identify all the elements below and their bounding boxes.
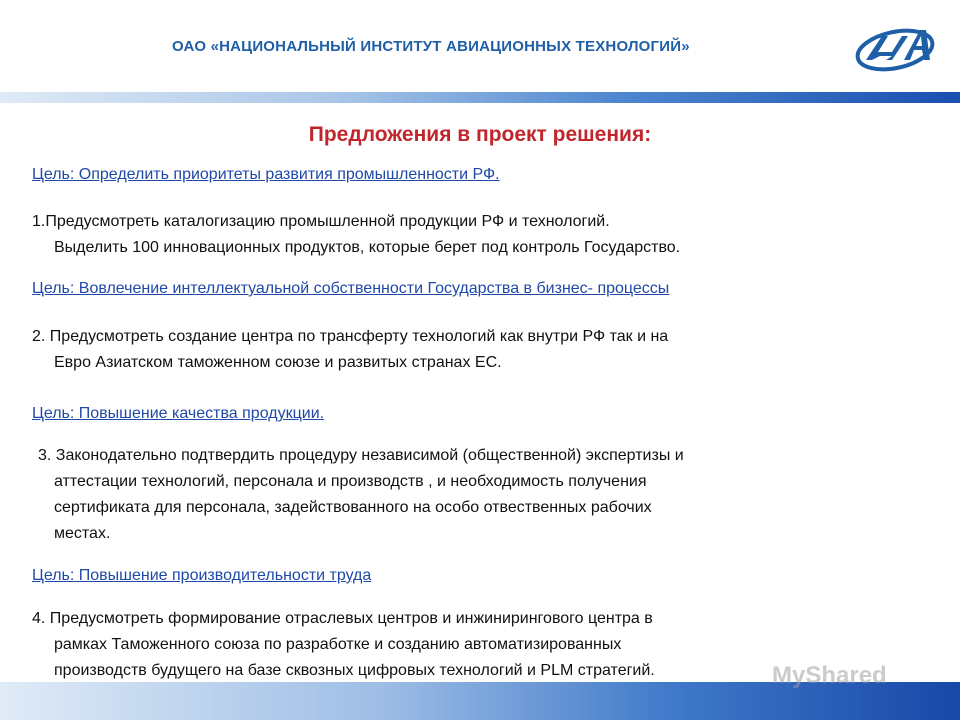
- paragraph-3-line-3: сертификата для персонала, задействованного на особо отвественных рабочих: [54, 499, 652, 516]
- paragraph-2: [32, 324, 668, 376]
- paragraph-3-line-1: 3. Законодательно подтвердить процедуру независимой (общественной) экспертизы и: [38, 447, 684, 464]
- paragraph-4: [32, 606, 655, 684]
- goal-3: Цель: Повышение качества продукции.: [32, 405, 325, 422]
- goal-4: Цель: Повышение производительности труда: [32, 567, 372, 584]
- paragraph-3-line-4: местах.: [54, 525, 111, 542]
- nia-logo-icon: [852, 20, 938, 78]
- paragraph-3-line-2: аттестации технологий, персонала и производств , и необходимость получения: [54, 473, 647, 490]
- paragraph-2-line-2: Евро Азиатском таможенном союзе и развитых странах ЕС.: [54, 354, 502, 371]
- paragraph-4-line-1: 4. Предусмотреть формирование отраслевых центров и инжинирингового центра в: [32, 610, 653, 627]
- paragraph-1: [32, 209, 680, 261]
- slide-heading: Предложения в проект решения:: [308, 123, 652, 146]
- header-band: [0, 92, 960, 103]
- paragraph-2-line-1: 2. Предусмотреть создание центра по трансферту технологий как внутри РФ так и на: [32, 328, 669, 345]
- paragraph-4-line-3: производств будущего на базе сквозных цифровых технологий и PLM стратегий.: [54, 662, 655, 679]
- goal-1: Цель: Определить приоритеты развития промышленности РФ.: [32, 166, 500, 183]
- paragraph-4-line-2: рамках Таможенного союза по разработке и созданию автоматизированных: [54, 636, 622, 653]
- paragraph-1-line-2: Выделить 100 инновационных продуктов, которые берет под контроль Государство.: [54, 239, 681, 256]
- goal-2: Цель: Вовлечение интеллектуальной собственности Государства в бизнес- процессы: [32, 280, 670, 297]
- paragraph-3: [38, 443, 684, 547]
- organization-title: ОАО «НАЦИОНАЛЬНЫЙ ИНСТИТУТ АВИАЦИОННЫХ ТЕХНОЛОГИЙ»: [172, 38, 690, 55]
- watermark: MyShared: [772, 662, 887, 689]
- paragraph-1-line-1: 1.Предусмотреть каталогизацию промышленной продукции РФ и технологий.: [32, 213, 610, 230]
